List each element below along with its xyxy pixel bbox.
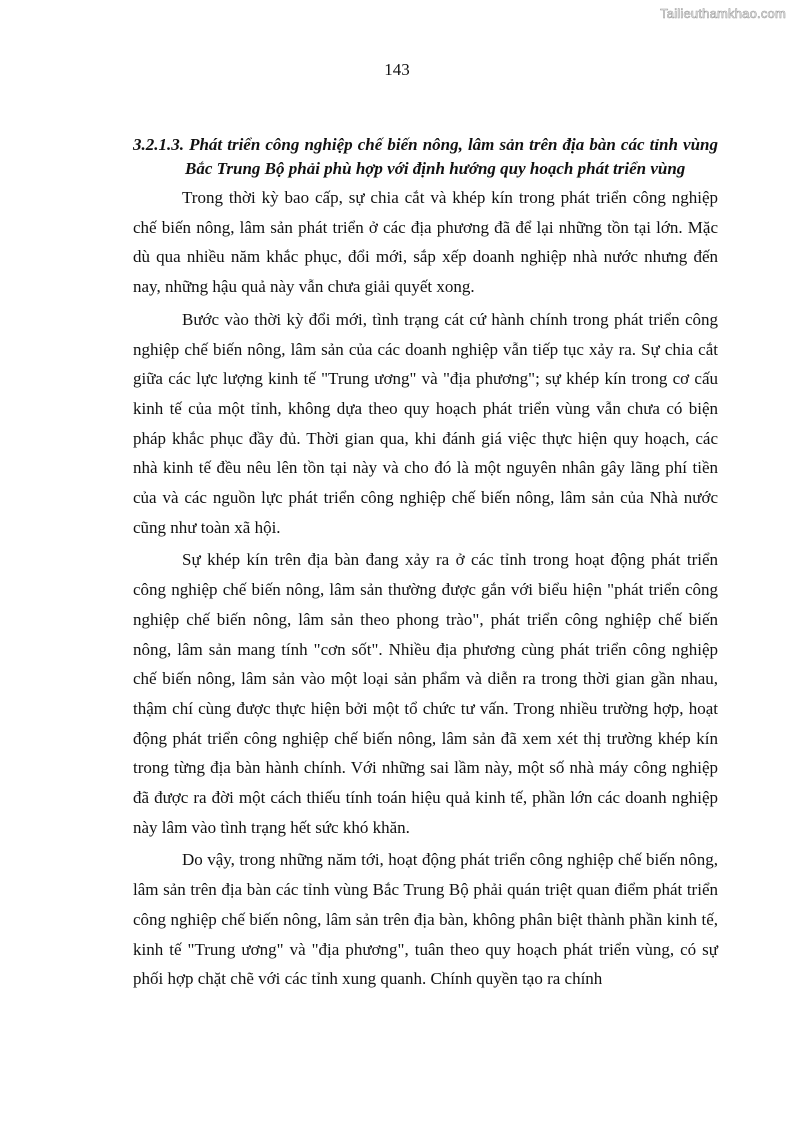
paragraph: Bước vào thời kỳ đổi mới, tình trạng cát cứ hành chính trong phát triển công nghiệp chế biến nông, lâm sản của các doanh nghiệp vẫn tiếp tục xảy ra. Sự chia cắt giữa các lực lượng kinh tế "Trung ương" và "địa phương"; sự khép kín trong cơ cấu kinh tế của một tỉnh, không dựa theo quy hoạch phát triển vùng vẫn chưa có biện pháp khắc phục đầy đủ. Thời gian qua, khi đánh giá việc thực hiện quy hoạch, các nhà kinh tế đều nêu lên tồn tại này và cho đó là một nguyên nhân gây lãng phí tiền của và các nguồn lực phát triển công nghiệp chế biến nông, lâm sản của Nhà nước cũng như toàn xã hội.	[133, 309, 718, 537]
section-heading	[133, 133, 718, 181]
section-heading-line-2: Bắc Trung Bộ phải phù hợp với định hướng quy hoạch phát triển vùng	[185, 159, 686, 178]
paragraph: Trong thời kỳ bao cấp, sự chia cắt và khép kín trong phát triển công nghiệp chế biến nông, lâm sản phát triển ở các địa phương đã để lại những tồn tại lớn. Mặc dù qua nhiều năm khắc phục, đổi mới, sắp xếp doanh nghiệp nhà nước nhưng đến nay, những hậu quả này vẫn chưa giải quyết xong.	[133, 188, 718, 297]
paragraph: Sự khép kín trên địa bàn đang xảy ra ở các tỉnh trong hoạt động phát triển công nghiệp chế biến nông, lâm sản thường được gắn với biểu hiện "phát triển công nghiệp chế biến nông, lâm sản theo phong trào", phát triển công nghiệp chế biến nông, lâm sản mang tính "cơn sốt". Nhiều địa phương cùng phát triển công nghiệp chế biến nông, lâm sản vào một loại sản phẩm và diễn ra trong thời gian gần nhau, thậm chí cùng được thực hiện bởi một tổ chức tư vấn. Trong nhiều trường hợp, hoạt động phát triển công nghiệp chế biến nông, lâm sản đã xem xét thị trường khép kín trong từng địa bàn hành chính. Với những sai lầm này, một số nhà máy công nghiệp đã được ra đời một cách thiếu tính toán hiệu quả kinh tế, phần lớn các doanh nghiệp này lâm vào tình trạng hết sức khó khăn.	[133, 550, 718, 837]
paragraph: Do vậy, trong những năm tới, hoạt động phát triển công nghiệp chế biến nông, lâm sản trên địa bàn các tỉnh vùng Bắc Trung Bộ phải quán triệt quan điểm phát triển công nghiệp chế biến nông, lâm sản trên địa bàn, không phân biệt thành phần kinh tế, kinh tế "Trung ương" và "địa phương", tuân theo quy hoạch phát triển vùng, có sự phối hợp chặt chẽ với các tỉnh xung quanh. Chính quyền tạo ra chính	[133, 850, 718, 989]
document-body	[133, 133, 718, 997]
watermark-text: Tailieuthamkhao.com	[660, 6, 786, 21]
section-heading-line-1: 3.2.1.3. Phát triển công nghiệp chế biến nông, lâm sản trên địa bàn các tỉnh vùng	[133, 135, 718, 154]
page-number: 143	[384, 60, 410, 79]
